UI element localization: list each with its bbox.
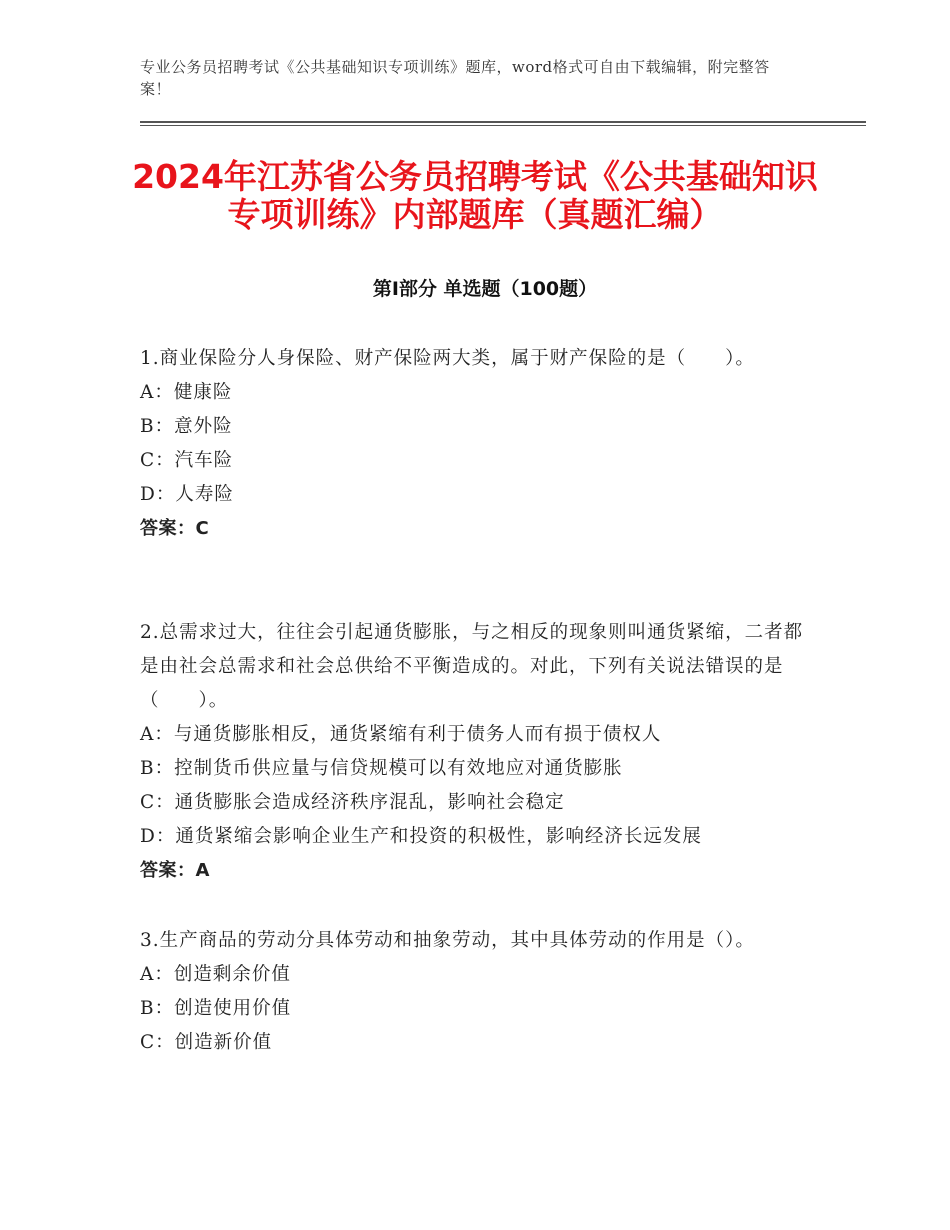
answer: 答案：C: [140, 518, 210, 539]
option-a: A：创造剩余价值: [140, 964, 291, 985]
option-a: A：与通货膨胀相反，通货紧缩有利于债务人而有损于债权人: [140, 724, 662, 745]
question-stem: 3.生产商品的劳动分具体劳动和抽象劳动，其中具体劳动的作用是（）。: [140, 930, 755, 951]
header-note: 专业公务员招聘考试《公共基础知识专项训练》题库，word格式可自由下载编辑，附完整答案！: [140, 58, 770, 98]
header-divider-thin: [140, 125, 866, 126]
section-heading: 第Ⅰ部分 单选题（100题）: [372, 278, 598, 300]
option-d: D：人寿险: [140, 484, 234, 505]
question-stem: 2.总需求过大，往往会引起通货膨胀，与之相反的现象则叫通货紧缩，二者都是由社会总需求和社会总供给不平衡造成的。对此，下列有关说法错误的是（ ）。: [140, 622, 804, 711]
option-c: C：通货膨胀会造成经济秩序混乱，影响社会稳定: [140, 792, 565, 813]
option-b: B：意外险: [140, 416, 233, 437]
question-2: [140, 616, 810, 888]
question-stem: 1.商业保险分人身保险、财产保险两大类，属于财产保险的是（ ）。: [140, 348, 755, 369]
document-title: 2024年江苏省公务员招聘考试《公共基础知识专项训练》内部题库（真题汇编）: [132, 157, 818, 234]
option-c: C：创造新价值: [140, 1032, 273, 1053]
question-3: [140, 924, 810, 1060]
option-d: D：通货紧缩会影响企业生产和投资的积极性，影响经济长远发展: [140, 826, 702, 847]
option-b: B：创造使用价值: [140, 998, 292, 1019]
answer: 答案：A: [140, 860, 210, 881]
option-c: C：汽车险: [140, 450, 234, 471]
option-b: B：控制货币供应量与信贷规模可以有效地应对通货膨胀: [140, 758, 623, 779]
header-divider: [140, 121, 866, 123]
question-1: [140, 342, 810, 546]
option-a: A：健康险: [140, 382, 233, 403]
